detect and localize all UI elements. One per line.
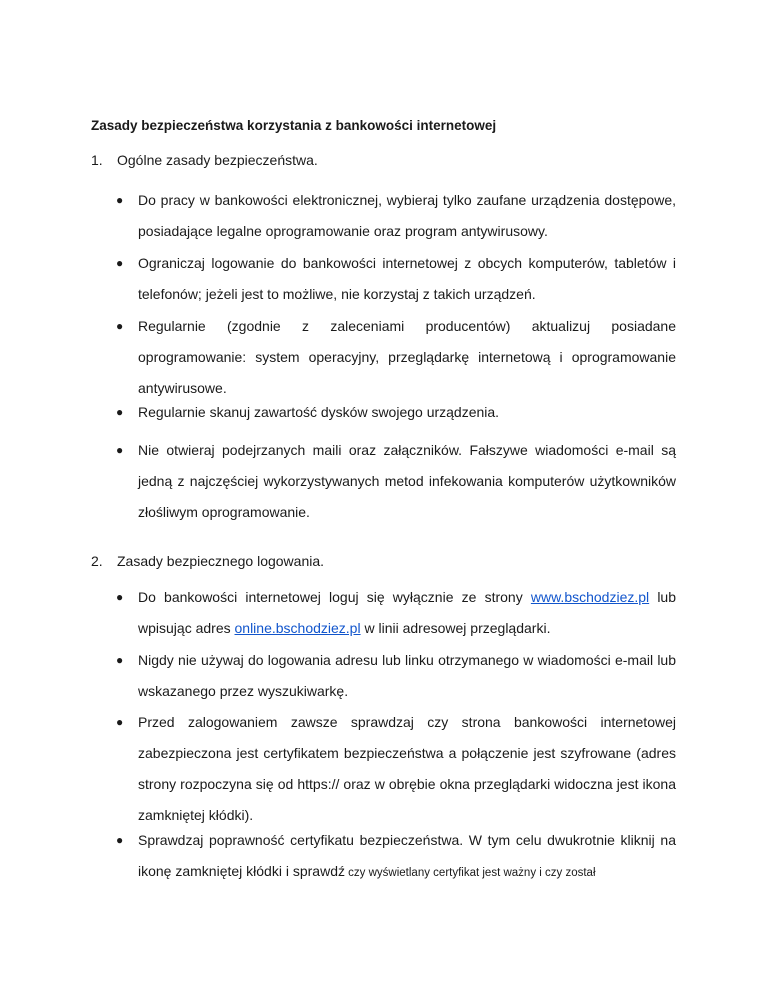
bullet-icon: ● — [116, 833, 124, 847]
list-item-text: Do pracy w bankowości elektronicznej, wybieraj tylko zaufane urządzenia dostępowe, posiadające legalne oprogramowanie oraz program antywirusowy. — [138, 192, 676, 239]
section-title: Zasady bezpiecznego logowania. — [117, 553, 325, 569]
list-item — [116, 435, 676, 528]
text-segment: w linii adresowej przeglądarki. — [360, 620, 551, 636]
online-banking-link[interactable]: online.bschodziez.pl — [234, 620, 361, 636]
bullet-icon: ● — [116, 193, 124, 207]
list-item — [116, 185, 676, 247]
bullet-icon: ● — [116, 443, 124, 457]
list-item — [116, 645, 676, 707]
text-segment-small: czy wyświetlany certyfikat jest ważny i czy został — [344, 867, 596, 879]
list-item — [116, 582, 676, 644]
text-segment: Sprawdzaj poprawność certyfikatu bezpieczeństwa. W tym celu dwukrotnie kliknij na ikonę zamkniętej kłódki i sprawdź — [138, 832, 676, 879]
section-number: 1. — [91, 152, 103, 168]
text-segment: Do bankowości internetowej loguj się wyłącznie ze strony — [138, 589, 531, 605]
section-title: Ogólne zasady bezpieczeństwa. — [117, 152, 318, 168]
section-number: 2. — [91, 553, 103, 569]
list-item-text: Nigdy nie używaj do logowania adresu lub linku otrzymanego w wiadomości e-mail lub wskazanego przez wyszukiwarkę. — [138, 652, 676, 699]
text-segment: lub wpisując adres — [138, 589, 676, 636]
list-item-text — [138, 825, 676, 889]
list-item-text: Regularnie (zgodnie z zaleceniami producentów) aktualizuj posiadane oprogramowanie: system operacyjny, przeglądarkę internetową i oprogramowanie antywirusowe. — [138, 318, 676, 396]
bullet-icon: ● — [116, 405, 124, 419]
bullet-icon: ● — [116, 256, 124, 270]
list-item-text: Ograniczaj logowanie do bankowości internetowej z obcych komputerów, tabletów i telefonów; jeżeli jest to możliwe, nie korzystaj z takich urządzeń. — [138, 255, 676, 302]
bullet-icon: ● — [116, 653, 124, 667]
bullet-icon: ● — [116, 319, 124, 333]
list-item — [116, 397, 676, 428]
list-item — [116, 707, 676, 831]
list-item-text: Regularnie skanuj zawartość dysków swojego urządzenia. — [138, 404, 500, 420]
list-item — [116, 825, 676, 889]
section-heading-2 — [91, 553, 324, 569]
list-item-text: Nie otwieraj podejrzanych maili oraz załączników. Fałszywe wiadomości e-mail są jedną z najczęściej wykorzystywanych metod infekowania komputerów użytkowników złośliwym oprogramowanie. — [138, 442, 676, 520]
bank-website-link[interactable]: www.bschodziez.pl — [530, 589, 650, 605]
list-item-text — [138, 582, 676, 644]
section-heading-1 — [91, 152, 318, 168]
document-title: Zasady bezpieczeństwa korzystania z bankowości internetowej — [91, 118, 497, 133]
list-item — [116, 248, 676, 310]
bullet-icon: ● — [116, 715, 124, 729]
bullet-icon: ● — [116, 590, 124, 604]
list-item — [116, 311, 676, 404]
list-item-text: Przed zalogowaniem zawsze sprawdzaj czy strona bankowości internetowej zabezpieczona jest certyfikatem bezpieczeństwa a połączenie jest szyfrowane (adres strony rozpoczyna się od https:// oraz w obrębie okna przeglądarki widoczna jest ikona zamkniętej kłódki). — [138, 714, 676, 823]
